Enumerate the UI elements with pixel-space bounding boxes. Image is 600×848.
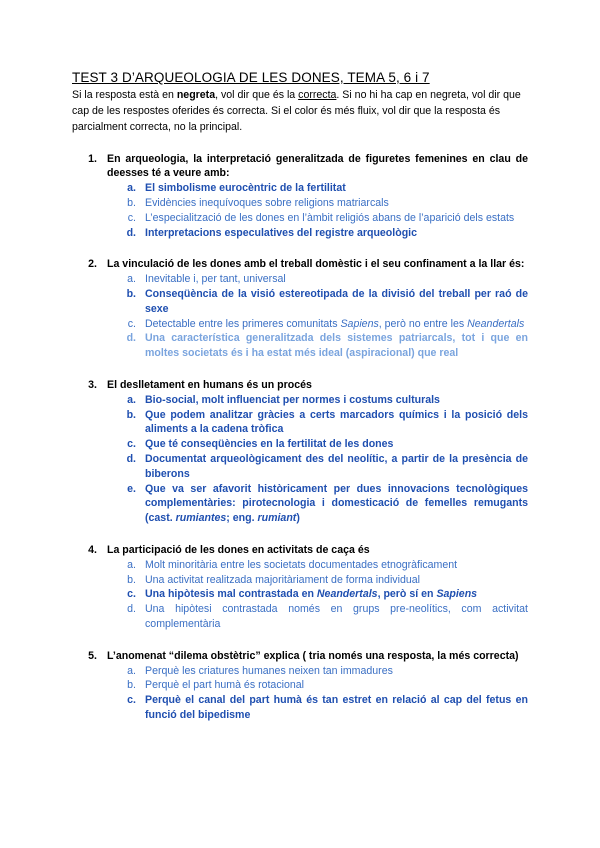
answer-5c bbox=[72, 693, 528, 723]
answer-letter: e. bbox=[127, 482, 136, 495]
answer-3d bbox=[72, 452, 528, 482]
question-text: En arqueologia, la interpretació generalitzada de figuretes femenines en clau de deesses té a veure amb: bbox=[107, 152, 528, 180]
question-number: 2. bbox=[88, 258, 97, 271]
answer-5b bbox=[72, 678, 528, 693]
answer-4b bbox=[72, 573, 528, 588]
answer-4a bbox=[72, 558, 528, 573]
answer-text: Perquè el canal del part humà és tan estret en relació al cap del fetus en funció del bipedisme bbox=[145, 694, 528, 721]
answer-letter: c. bbox=[127, 317, 136, 330]
answer-text-italic: rumiant bbox=[257, 512, 297, 525]
answer-text-italic: Sapiens bbox=[436, 588, 478, 601]
intro-bold: negreta bbox=[176, 89, 216, 101]
answer-letter: b. bbox=[127, 573, 136, 586]
answer-text-part: ; eng. bbox=[226, 512, 258, 525]
answer-3b bbox=[72, 408, 528, 438]
answer-letter: b. bbox=[126, 408, 136, 421]
answer-letter: d. bbox=[127, 603, 136, 616]
intro-text-3: . Si no hi ha cap en negreta, vol dir que cap de les respostes oferides és correcta. Si el color és més fluix, vol dir que la resposta és parcialment correcta, no la principal. bbox=[72, 89, 521, 134]
answer-text-italic: Neandertals bbox=[467, 317, 525, 330]
answer-1b bbox=[72, 196, 528, 211]
answer-text: Documentat arqueològicament des del neolític, a partir de la presència de biberons bbox=[145, 452, 528, 480]
answer-text-italic: rumiantes bbox=[175, 512, 227, 525]
intro-text-2: , vol dir que és la bbox=[215, 89, 299, 101]
answer-text-part: Que va ser afavorit històricament per dues innovacions tecnològiques complementàries: pirotecnologia i domesticació de femelles remugants (cast. bbox=[145, 482, 528, 525]
answer-text bbox=[145, 482, 528, 526]
answer-letter: b. bbox=[127, 197, 136, 209]
answer-1d bbox=[72, 226, 528, 241]
answer-text: Una activitat realitzada majoritàriament de forma individual bbox=[145, 573, 420, 586]
intro-paragraph bbox=[72, 87, 528, 136]
question-text: La participació de les dones en activitats de caça és bbox=[107, 543, 370, 556]
answer-letter: c. bbox=[127, 588, 136, 601]
answer-text-part: ) bbox=[296, 512, 300, 525]
answer-text: Inevitable i, per tant, universal bbox=[145, 273, 286, 286]
answer-letter: d. bbox=[126, 332, 136, 345]
answer-list bbox=[72, 558, 528, 632]
answer-letter: a. bbox=[127, 273, 136, 286]
answer-letter: b. bbox=[127, 679, 136, 692]
answer-letter: c. bbox=[127, 694, 136, 707]
answer-text: Bio-social, molt influenciat per normes i costums culturals bbox=[145, 393, 440, 406]
question-5 bbox=[72, 649, 528, 723]
question-4 bbox=[72, 543, 528, 632]
answer-2b bbox=[72, 287, 528, 317]
answer-letter: a. bbox=[127, 558, 136, 571]
question-text: L’anomenat “dilema obstètric” explica ( tria només una resposta, la més correcta) bbox=[107, 649, 519, 662]
answer-1c bbox=[72, 211, 528, 226]
question-3 bbox=[72, 378, 528, 526]
answer-2d bbox=[72, 331, 528, 361]
question-text: El deslletament en humans és un procés bbox=[107, 378, 312, 391]
answer-text: Perquè les criatures humanes neixen tan immadures bbox=[145, 664, 393, 677]
question-number: 5. bbox=[88, 649, 97, 662]
question-number: 1. bbox=[88, 152, 97, 165]
answer-letter: a. bbox=[127, 393, 136, 406]
answer-letter: a. bbox=[127, 664, 136, 677]
answer-text: Una característica generalitzada dels sistemes patriarcals, tot i que en moltes societats és i ha estat més ideal (aspiracional) que real bbox=[145, 332, 528, 360]
answer-2a bbox=[72, 272, 528, 287]
answer-text: Interpretacions especulatives del registre arqueològic bbox=[145, 226, 418, 239]
answer-1a bbox=[72, 181, 528, 196]
answer-list bbox=[72, 272, 528, 361]
answer-text: Que podem analitzar gràcies a certs marcadors químics i la posició dels aliments a la cadena tròfica bbox=[145, 408, 528, 436]
answer-list bbox=[72, 664, 528, 723]
question-text: La vinculació de les dones amb el treball domèstic i el seu confinament a la llar és: bbox=[107, 258, 525, 271]
answer-letter: c. bbox=[127, 438, 136, 451]
question-list bbox=[72, 152, 528, 723]
answer-letter: a. bbox=[127, 182, 136, 195]
answer-text: L’especialització de les dones en l’àmbit religiós abans de l’aparició dels estats bbox=[145, 211, 515, 224]
answer-text: Conseqüència de la visió estereotipada de la divisió del treball per raó de sexe bbox=[145, 287, 528, 315]
intro-underlined: correcta bbox=[298, 89, 337, 101]
answer-2c bbox=[72, 317, 528, 332]
question-number: 4. bbox=[88, 543, 97, 556]
answer-text-italic: Neandertals bbox=[316, 588, 378, 601]
intro-text-1: Si la resposta està en bbox=[72, 89, 177, 101]
answer-text-italic: Sapiens bbox=[340, 317, 379, 330]
answer-3a bbox=[72, 393, 528, 408]
answer-4d bbox=[72, 602, 528, 632]
answer-4c bbox=[72, 587, 528, 602]
document-title: TEST 3 D’ARQUEOLOGIA DE LES DONES, TEMA 5, 6 i 7 bbox=[72, 70, 430, 85]
answer-list bbox=[72, 181, 528, 240]
answer-text-part: , però no entre les bbox=[378, 317, 468, 330]
question-2 bbox=[72, 257, 528, 361]
answer-letter: c. bbox=[127, 211, 136, 224]
answer-5a bbox=[72, 664, 528, 679]
answer-text: El simbolisme eurocèntric de la fertilitat bbox=[145, 182, 346, 195]
answer-text: Molt minoritària entre les societats documentades etnogràficament bbox=[145, 558, 458, 571]
answer-text bbox=[145, 317, 528, 332]
question-1 bbox=[72, 152, 528, 241]
answer-letter: d. bbox=[126, 226, 136, 239]
answer-list bbox=[72, 393, 528, 526]
answer-text: Una hipòtesi contrastada només en grups pre-neolítics, com activitat complementària bbox=[145, 603, 528, 630]
answer-text bbox=[145, 587, 528, 602]
answer-3c bbox=[72, 437, 528, 452]
answer-text: Perquè el part humà és rotacional bbox=[145, 679, 304, 692]
answer-letter: d. bbox=[126, 452, 136, 465]
question-number: 3. bbox=[88, 378, 97, 391]
answer-text-part: , però sí en bbox=[377, 588, 437, 601]
answer-text-part: Detectable entre les primeres comunitats bbox=[145, 317, 341, 330]
answer-text-part: Una hipòtesis mal contrastada en bbox=[145, 588, 317, 601]
answer-text: Evidències inequívoques sobre religions matriarcals bbox=[145, 197, 389, 209]
answer-text: Que té conseqüències en la fertilitat de les dones bbox=[145, 438, 394, 451]
answer-letter: b. bbox=[126, 287, 136, 300]
answer-3e bbox=[72, 482, 528, 526]
